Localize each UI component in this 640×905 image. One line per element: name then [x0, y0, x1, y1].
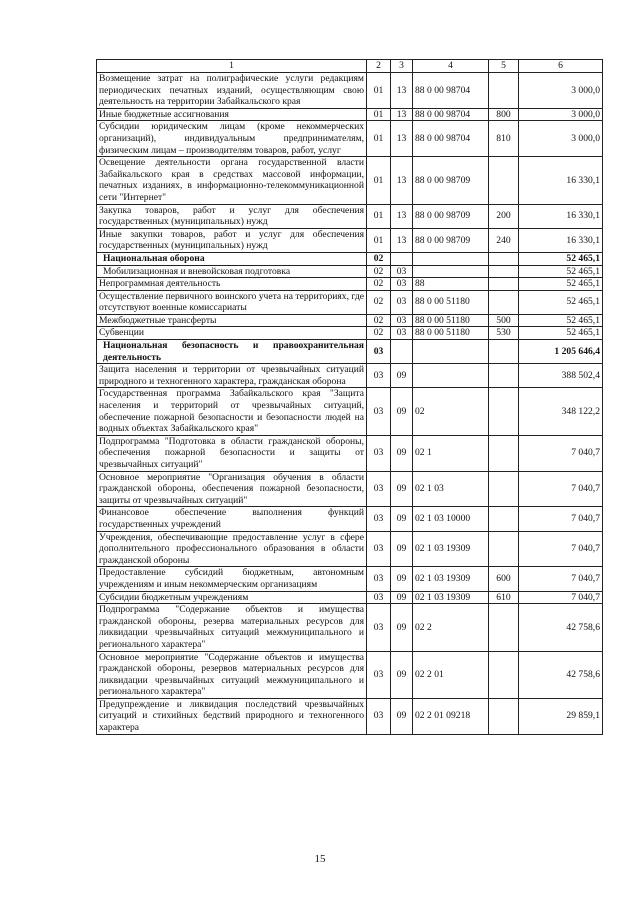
row-section: 03 — [367, 471, 391, 507]
row-amount: 7 040,7 — [519, 507, 603, 531]
row-section: 02 — [367, 327, 391, 340]
row-section: 03 — [367, 364, 391, 388]
header-row — [97, 60, 603, 73]
table-row — [97, 278, 603, 291]
table-row — [97, 265, 603, 278]
table-row — [97, 364, 603, 388]
row-subsection: 13 — [391, 121, 413, 157]
column-header-name: 1 — [97, 60, 367, 73]
row-amount: 16 330,1 — [519, 157, 603, 204]
row-subsection: 03 — [391, 278, 413, 291]
row-expense-type — [489, 388, 519, 435]
row-target-item: 88 0 00 98704 — [413, 121, 489, 157]
row-target-item: 88 0 00 98704 — [413, 73, 489, 109]
row-amount: 29 859,1 — [519, 698, 603, 734]
row-subsection: 09 — [391, 388, 413, 435]
row-section: 02 — [367, 265, 391, 278]
table-row — [97, 591, 603, 604]
row-expense-type: 610 — [489, 591, 519, 604]
table-row — [97, 228, 603, 252]
row-amount: 52 465,1 — [519, 290, 603, 314]
row-subsection: 09 — [391, 364, 413, 388]
row-amount: 388 502,4 — [519, 364, 603, 388]
row-subsection — [391, 340, 413, 364]
row-section: 03 — [367, 531, 391, 567]
row-subsection: 03 — [391, 327, 413, 340]
row-amount: 348 122,2 — [519, 388, 603, 435]
row-amount: 3 000,0 — [519, 73, 603, 109]
table-row — [97, 204, 603, 228]
row-subsection: 03 — [391, 265, 413, 278]
budget-table — [96, 59, 603, 735]
row-target-item: 88 0 00 98709 — [413, 157, 489, 204]
row-target-item: 88 0 00 98709 — [413, 228, 489, 252]
row-subsection: 09 — [391, 591, 413, 604]
row-target-item: 02 1 03 19309 — [413, 531, 489, 567]
row-name: Межбюджетные трансферты — [97, 314, 367, 327]
row-target-item — [413, 252, 489, 265]
row-amount: 42 758,6 — [519, 651, 603, 698]
row-target-item: 02 1 03 10000 — [413, 507, 489, 531]
table-row — [97, 252, 603, 265]
row-name: Возмещение затрат на полиграфические услуги редакциям периодических печатных изданий, осуществляющим свою деятельность на территории Забайкальского края — [97, 73, 367, 109]
row-target-item: 02 2 01 — [413, 651, 489, 698]
row-subsection: 03 — [391, 314, 413, 327]
row-name: Иные закупки товаров, работ и услуг для обеспечения государственных (муниципальных) нужд — [97, 228, 367, 252]
row-subsection: 13 — [391, 228, 413, 252]
table-row — [97, 388, 603, 435]
row-target-item: 88 0 00 98704 — [413, 108, 489, 121]
row-expense-type: 600 — [489, 567, 519, 591]
table-row — [97, 121, 603, 157]
row-section: 03 — [367, 567, 391, 591]
row-expense-type — [489, 435, 519, 471]
row-section: 03 — [367, 388, 391, 435]
column-header-target-item: 4 — [413, 60, 489, 73]
row-name: Иные бюджетные ассигнования — [97, 108, 367, 121]
row-section: 02 — [367, 290, 391, 314]
row-name: Субвенции — [97, 327, 367, 340]
row-target-item: 02 1 03 — [413, 471, 489, 507]
row-subsection: 09 — [391, 435, 413, 471]
row-name: Субсидии бюджетным учреждениям — [97, 591, 367, 604]
row-section: 03 — [367, 591, 391, 604]
row-expense-type — [489, 340, 519, 364]
row-expense-type — [489, 604, 519, 651]
row-amount: 52 465,1 — [519, 265, 603, 278]
row-amount: 52 465,1 — [519, 278, 603, 291]
row-target-item: 02 2 — [413, 604, 489, 651]
row-expense-type: 530 — [489, 327, 519, 340]
row-section: 02 — [367, 252, 391, 265]
row-amount: 52 465,1 — [519, 314, 603, 327]
table-row — [97, 531, 603, 567]
row-target-item: 02 — [413, 388, 489, 435]
row-section: 01 — [367, 108, 391, 121]
row-target-item — [413, 265, 489, 278]
row-subsection: 13 — [391, 157, 413, 204]
row-section: 01 — [367, 228, 391, 252]
row-expense-type — [489, 651, 519, 698]
row-subsection: 09 — [391, 507, 413, 531]
column-header-section: 2 — [367, 60, 391, 73]
row-section: 03 — [367, 604, 391, 651]
row-section: 03 — [367, 435, 391, 471]
row-subsection: 09 — [391, 471, 413, 507]
row-name: Непрограммная деятельность — [97, 278, 367, 291]
row-name: Учреждения, обеспечивающие предоставление услуг в сфере дополнительного профессионального образования в области гражданской обороны — [97, 531, 367, 567]
row-name: Субсидии юридическим лицам (кроме некоммерческих организаций), индивидуальным предпринимателям, физическим лицам – производителям товаров, работ, услуг — [97, 121, 367, 157]
row-name: Подпрограмма "Содержание объектов и имущества гражданской обороны, резерва материальных ресурсов для ликвидации чрезвычайных ситуаций межмуниципального и регионального характера" — [97, 604, 367, 651]
row-section: 01 — [367, 204, 391, 228]
row-subsection: 09 — [391, 604, 413, 651]
row-target-item: 88 0 00 51180 — [413, 327, 489, 340]
row-target-item: 02 1 03 19309 — [413, 567, 489, 591]
table-row — [97, 507, 603, 531]
column-header-amount: 6 — [519, 60, 603, 73]
row-subsection: 13 — [391, 108, 413, 121]
row-section: 03 — [367, 698, 391, 734]
row-expense-type: 200 — [489, 204, 519, 228]
row-name: Основное мероприятие "Организация обучения в области гражданской обороны, обеспечения пожарной безопасности, защиты от чрезвычайных ситуаций" — [97, 471, 367, 507]
row-target-item: 88 0 00 51180 — [413, 290, 489, 314]
row-name: Освещение деятельности органа государственной власти Забайкальского края в средствах массовой информации, печатных изданиях, в информационно-телекоммуникационной сети "Интернет" — [97, 157, 367, 204]
row-amount: 16 330,1 — [519, 228, 603, 252]
row-expense-type: 500 — [489, 314, 519, 327]
row-expense-type: 810 — [489, 121, 519, 157]
row-amount: 7 040,7 — [519, 567, 603, 591]
row-name: Осуществление первичного воинского учета на территориях, где отсутствуют военные комиссариаты — [97, 290, 367, 314]
row-expense-type — [489, 471, 519, 507]
table-body — [97, 73, 603, 735]
row-name: Предупреждение и ликвидация последствий чрезвычайных ситуаций и стихийных бедствий природного и техногенного характера — [97, 698, 367, 734]
row-name: Национальная оборона — [97, 252, 367, 265]
row-expense-type — [489, 698, 519, 734]
row-amount: 52 465,1 — [519, 327, 603, 340]
row-expense-type — [489, 252, 519, 265]
row-name: Национальная безопасность и правоохранительная деятельность — [97, 340, 367, 364]
row-subsection: 09 — [391, 567, 413, 591]
row-expense-type — [489, 157, 519, 204]
row-amount: 7 040,7 — [519, 531, 603, 567]
row-name: Мобилизационная и вневойсковая подготовка — [97, 265, 367, 278]
row-name: Государственная программа Забайкальского края "Защита населения и территорий от чрезвычайных ситуаций, обеспечение пожарной безопасности и безопасности людей на водных объектах Забайкальского края" — [97, 388, 367, 435]
page-number: 15 — [314, 853, 326, 865]
row-amount: 1 205 646,4 — [519, 340, 603, 364]
table-row — [97, 651, 603, 698]
table-row — [97, 471, 603, 507]
table-row — [97, 157, 603, 204]
row-subsection: 13 — [391, 73, 413, 109]
table-row — [97, 698, 603, 734]
row-name: Закупка товаров, работ и услуг для обеспечения государственных (муниципальных) нужд — [97, 204, 367, 228]
row-section: 01 — [367, 73, 391, 109]
row-section: 03 — [367, 651, 391, 698]
row-target-item — [413, 340, 489, 364]
row-name: Защита населения и территории от чрезвычайных ситуаций природного и техногенного характера, гражданская оборона — [97, 364, 367, 388]
row-amount: 3 000,0 — [519, 121, 603, 157]
row-target-item: 88 — [413, 278, 489, 291]
row-target-item: 02 1 03 19309 — [413, 591, 489, 604]
row-expense-type — [489, 278, 519, 291]
row-target-item — [413, 364, 489, 388]
row-amount: 7 040,7 — [519, 591, 603, 604]
row-section: 03 — [367, 507, 391, 531]
row-expense-type: 240 — [489, 228, 519, 252]
row-section: 02 — [367, 314, 391, 327]
row-subsection: 09 — [391, 651, 413, 698]
column-header-expense-type: 5 — [489, 60, 519, 73]
row-amount: 52 465,1 — [519, 252, 603, 265]
row-expense-type: 800 — [489, 108, 519, 121]
table-row — [97, 435, 603, 471]
row-amount: 16 330,1 — [519, 204, 603, 228]
row-expense-type — [489, 265, 519, 278]
table-row — [97, 290, 603, 314]
row-target-item: 88 0 00 98709 — [413, 204, 489, 228]
column-header-subsection: 3 — [391, 60, 413, 73]
row-subsection: 09 — [391, 531, 413, 567]
row-subsection: 03 — [391, 290, 413, 314]
row-amount: 7 040,7 — [519, 435, 603, 471]
table-row — [97, 73, 603, 109]
row-section: 03 — [367, 340, 391, 364]
row-name: Финансовое обеспечение выполнения функций государственных учреждений — [97, 507, 367, 531]
row-amount: 7 040,7 — [519, 471, 603, 507]
row-name: Подпрограмма "Подготовка в области гражданской обороны, обеспечения пожарной безопасности и защиты от чрезвычайных ситуаций" — [97, 435, 367, 471]
row-expense-type — [489, 290, 519, 314]
row-amount: 42 758,6 — [519, 604, 603, 651]
row-subsection — [391, 252, 413, 265]
row-expense-type — [489, 507, 519, 531]
table-row — [97, 314, 603, 327]
row-subsection: 13 — [391, 204, 413, 228]
row-section: 01 — [367, 157, 391, 204]
row-name: Основное мероприятие "Содержание объектов и имущества гражданской обороны, резервов материальных ресурсов для ликвидации чрезвычайных ситуаций межмуниципального и регионального характера" — [97, 651, 367, 698]
row-name: Предоставление субсидий бюджетным, автономным учреждениям и иным некоммерческим организациям — [97, 567, 367, 591]
row-target-item: 02 1 — [413, 435, 489, 471]
row-expense-type — [489, 531, 519, 567]
row-target-item: 88 0 00 51180 — [413, 314, 489, 327]
table-row — [97, 604, 603, 651]
row-target-item: 02 2 01 09218 — [413, 698, 489, 734]
table-row — [97, 327, 603, 340]
table-row — [97, 567, 603, 591]
row-expense-type — [489, 73, 519, 109]
table-row — [97, 108, 603, 121]
row-section: 02 — [367, 278, 391, 291]
row-expense-type — [489, 364, 519, 388]
row-amount: 3 000,0 — [519, 108, 603, 121]
row-section: 01 — [367, 121, 391, 157]
table-row — [97, 340, 603, 364]
row-subsection: 09 — [391, 698, 413, 734]
